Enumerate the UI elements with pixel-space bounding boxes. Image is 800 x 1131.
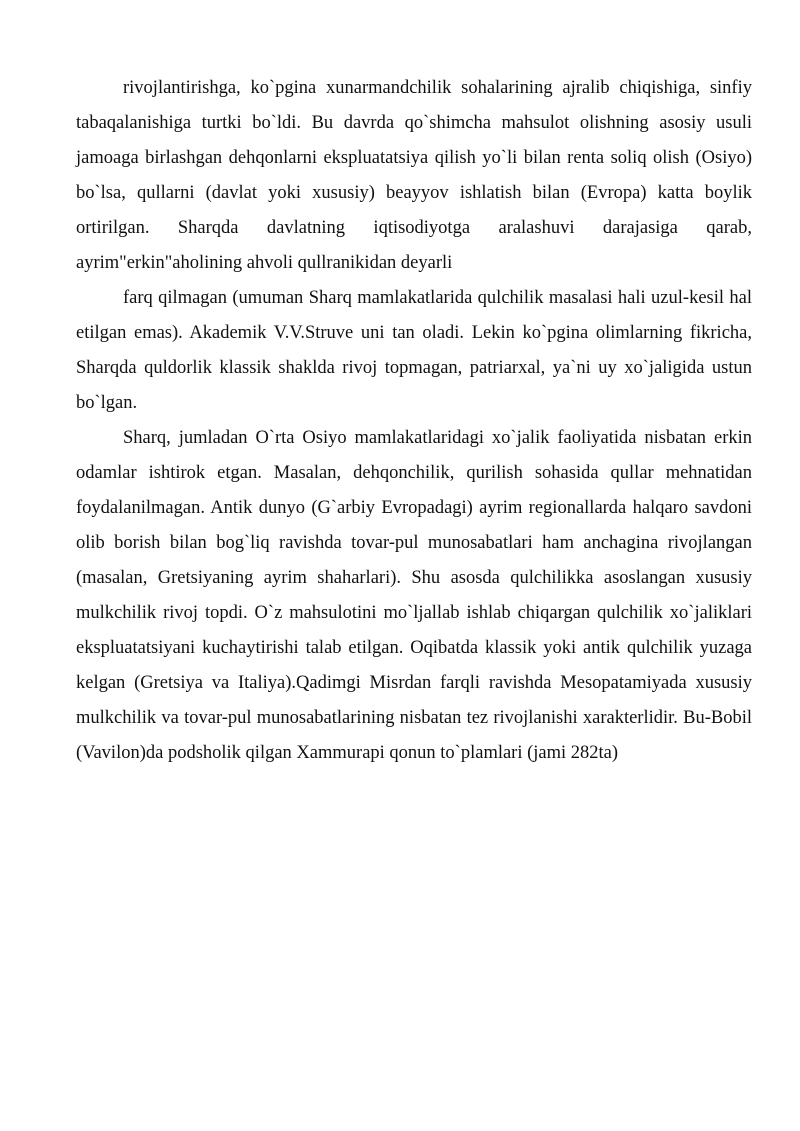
paragraph-3: Sharq, jumladan O`rta Osiyo mamlakatlaridagi xo`jalik faoliyatida nisbatan erkin odamlar ishtirok etgan. Masalan, dehqonchilik, qurilish sohasida qullar mehnatidan foydalanilmagan. Antik dunyo (G`arbiy Evropadagi) ayrim regionallarda halqaro savdoni olib borish bilan bog`liq ravishda tovar-pul munosabatlari ham anchagina rivojlangan (masalan, Gretsiyaning ayrim shaharlari). Shu asosda qulchilikka asoslangan xususiy mulkchilik rivoj topdi. O`z mahsulotini mo`ljallab ishlab chiqargan qulchilik xo`jaliklari ekspluatatsiyani kuchaytirishi talab etilgan. Oqibatda klassik yoki antik qulchilik yuzaga kelgan (Gretsiya va Italiya).Qadimgi Misrdan farqli ravishda Mesopatamiyada xususiy mulkchilik va tovar-pul munosabatlarining nisbatan tez rivojlanishi xarakterlidir. Bu-Bobil (Vavilon)da podsholik qilgan Xammurapi qonun to`plamlari (jami 282ta) [76,428,752,763]
paragraph-2: farq qilmagan (umuman Sharq mamlakatlarida qulchilik masalasi hali uzul-kesil hal etilgan emas). Akademik V.V.Struve uni tan oladi. Lekin ko`pgina olimlarning fikricha, Sharqda quldorlik klassik shaklda rivoj topmagan, patriarxal, ya`ni uy xo`jaligida ustun bo`lgan. [76,288,752,413]
paragraph-1: rivojlantirishga, ko`pgina xunarmandchilik sohalarining ajralib chiqishiga, sinfiy tabaqalanishiga turtki bo`ldi. Bu davrda qo`shimcha mahsulot olishning asosiy usuli jamoaga birlashgan dehqonlarni ekspluatatsiya qilish yo`li bilan renta soliq olish (Osiyo) bo`lsa, qullarni (davlat yoki xususiy) beayyov ishlatish bilan (Evropa) katta boylik ortirilgan. Sharqda davlatning iqtisodiyotga aralashuvi darajasiga qarab, ayrim"erkin"aholining ahvoli qullranikidan deyarli [76,78,752,273]
document-page [76,71,752,771]
